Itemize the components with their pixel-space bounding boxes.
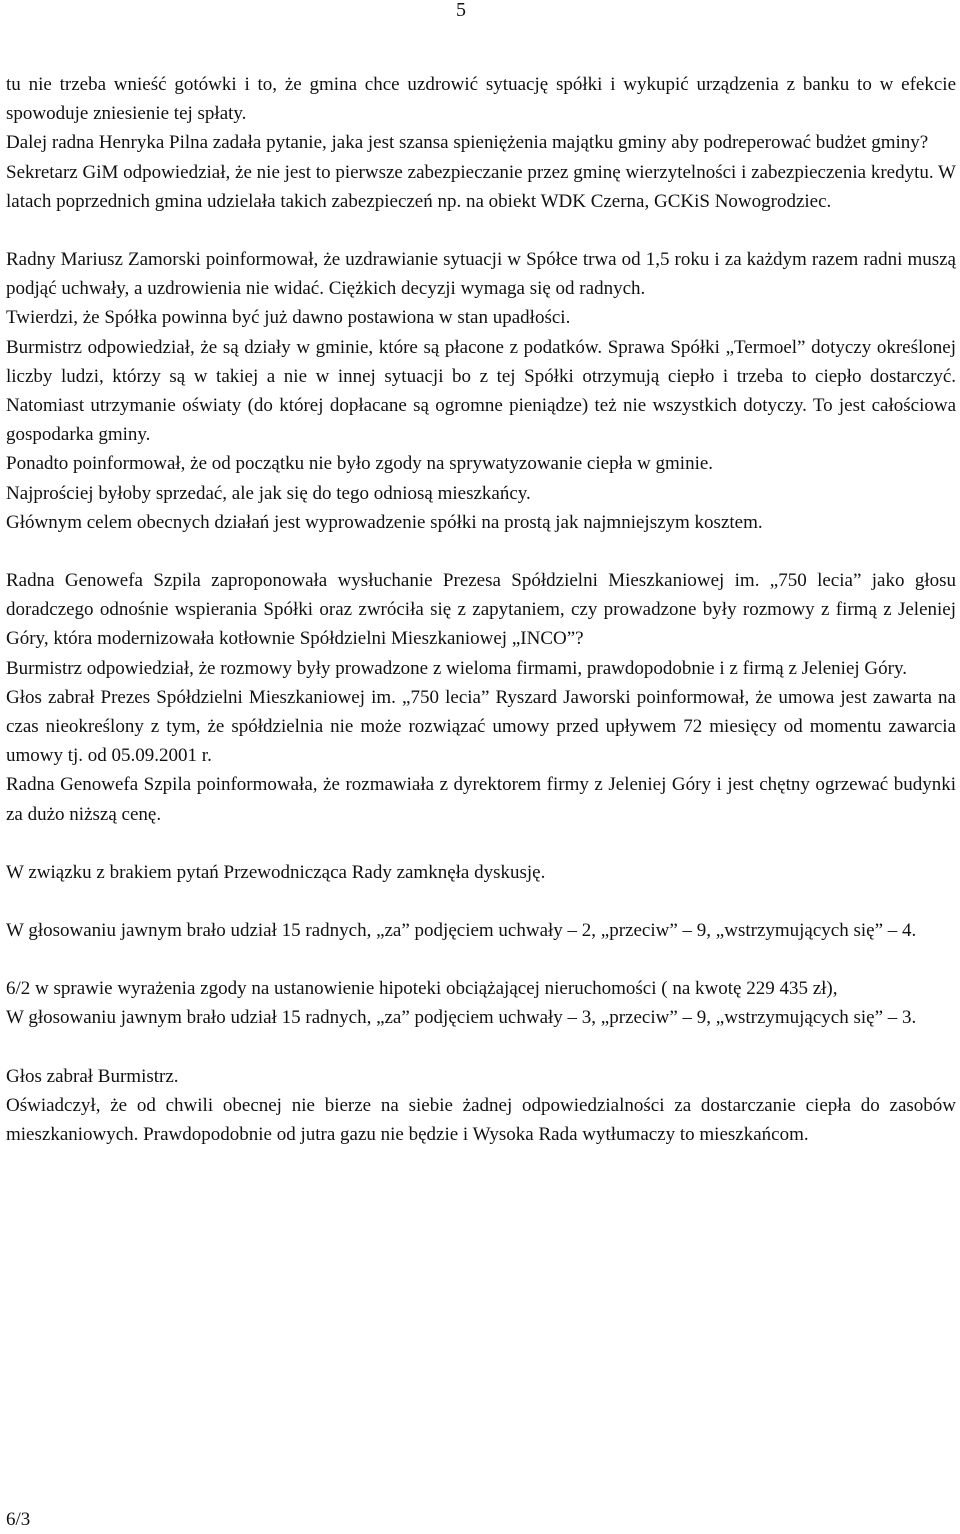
paragraph: 6/2 w sprawie wyrażenia zgody na ustanowienie hipoteki obciążającej nieruchomości ( na kwotę 229 435 zł), — [6, 978, 838, 1000]
document-body — [6, 70, 956, 1149]
paragraph: Radna Genowefa Szpila poinformowała, że rozmawiała z dyrektorem firmy z Jeleniej Góry i jest chętny ogrzewać budynki za dużo niższą cenę. — [6, 774, 956, 825]
paragraph-block-6 — [6, 974, 956, 1032]
paragraph: Sekretarz GiM odpowiedział, że nie jest to pierwsze zabezpieczanie przez gminę wierzytelności i zabezpieczenia kredytu. W latach poprzednich gmina udzielała takich zabezpieczeń np. na obiekt WDK Czerna, GCKiS Nowogrodziec. — [6, 161, 956, 212]
paragraph-block-2 — [6, 245, 956, 537]
paragraph-block-4 — [6, 858, 956, 887]
paragraph: Burmistrz odpowiedział, że są działy w gminie, które są płacone z podatków. Sprawa Spółki „Termoel” dotyczy określonej liczby ludzi, którzy są w takiej a nie w innej sytuacji bo z tej Spółki otrzymują ciepło i trzeba to ciepło dostarczyć. Natomiast utrzymanie oświaty (do której dopłacane są ogromne pieniądze) też nie wszystkich dotyczy. To jest całościowa gospodarka gminy. — [6, 336, 956, 446]
paragraph: Radna Genowefa Szpila zaproponowała wysłuchanie Prezesa Spółdzielni Mieszkaniowej im. „750 lecia” jako głosu doradczego odnośnie wspierania Spółki oraz zwróciła się z zapytaniem, czy prowadzone były rozmowy z firmą z Jeleniej Góry, która modernizowała kotłownie Spółdzielni Mieszkaniowej „INCO”? — [6, 570, 956, 650]
paragraph-block-3 — [6, 566, 956, 829]
paragraph-block-5 — [6, 916, 956, 945]
page-number: 5 — [456, 0, 466, 21]
paragraph: Najprościej byłoby sprzedać, ale jak się do tego odniosą mieszkańcy. — [6, 482, 531, 504]
footer-section-ref: 6/3 — [6, 1509, 31, 1530]
paragraph: W głosowaniu jawnym brało udział 15 radnych, „za” podjęciem uchwały – 3, „przeciw” – 9, „wstrzymujących się” – 3. — [6, 1007, 917, 1029]
paragraph: Głos zabrał Burmistrz. — [6, 1065, 179, 1087]
paragraph: Oświadczył, że od chwili obecnej nie bierze na siebie żadnej odpowiedzialności za dostarczanie ciepła do zasobów mieszkaniowych. Prawdopodobnie od jutra gazu nie będzie i Wysoka Rada wytłumaczy to mieszkańcom. — [6, 1094, 956, 1146]
paragraph: Głównym celem obecnych działań jest wyprowadzenie spółki na prostą jak najmniejszym kosztem. — [6, 511, 763, 533]
paragraph-block-1 — [6, 70, 956, 216]
paragraph: W związku z brakiem pytań Przewodnicząca Rady zamknęła dyskusję. — [6, 861, 546, 883]
paragraph: W głosowaniu jawnym brało udział 15 radnych, „za” podjęciem uchwały – 2, „przeciw” – 9, „wstrzymujących się” – 4. — [6, 920, 917, 942]
paragraph: Dalej radna Henryka Pilna zadała pytanie, jaka jest szansa spieniężenia majątku gminy aby podreperować budżet gminy? — [6, 132, 929, 154]
paragraph: Ponadto poinformował, że od początku nie było zgody na sprywatyzowanie ciepła w gminie. — [6, 453, 714, 475]
paragraph: Radny Mariusz Zamorski poinformował, że uzdrawianie sytuacji w Spółce trwa od 1,5 roku i za każdym razem radni muszą podjąć uchwały, a uzdrowienia nie widać. Ciężkich decyzji wymaga się od radnych. — [6, 249, 956, 300]
paragraph: Twierdzi, że Spółka powinna być już dawno postawiona w stan upadłości. — [6, 307, 571, 329]
paragraph: Burmistrz odpowiedział, że rozmowy były prowadzone z wieloma firmami, prawdopodobnie i z firmą z Jeleniej Góry. — [6, 657, 907, 679]
paragraph: tu nie trzeba wnieść gotówki i to, że gmina chce uzdrowić sytuację spółki i wykupić urządzenia z banku to w efekcie spowoduje zniesienie tej spłaty. — [6, 74, 956, 125]
paragraph-block-7 — [6, 1062, 956, 1150]
paragraph: Głos zabrał Prezes Spółdzielni Mieszkaniowej im. „750 lecia” Ryszard Jaworski poinformował, że umowa jest zawarta na czas nieokreślony z tym, że spółdzielnia nie może rozwiązać umowy przed upływem 72 miesięcy od momentu zawarcia umowy tj. od 05.09.2001 r. — [6, 686, 956, 767]
